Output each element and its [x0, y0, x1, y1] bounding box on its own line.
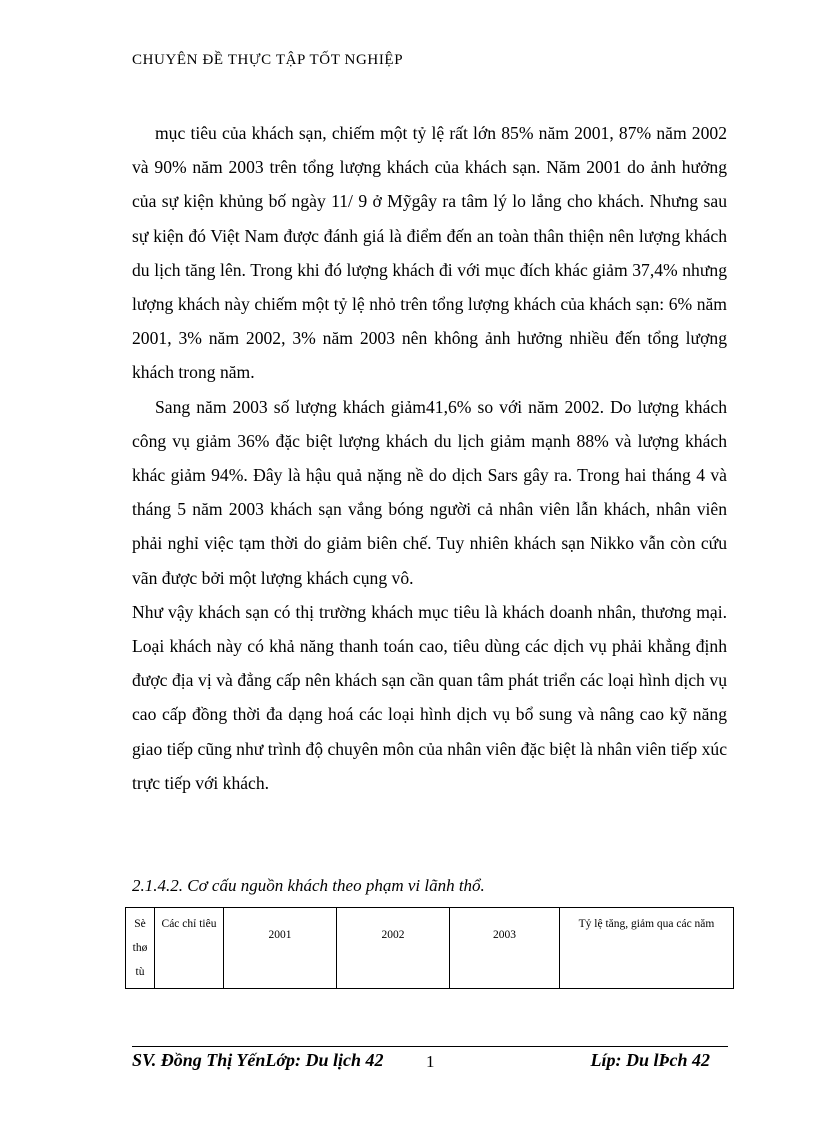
- table-header-cell: 2003: [450, 908, 560, 989]
- footer-divider: [132, 1046, 728, 1047]
- body-text: [132, 116, 727, 800]
- table-header-row: [126, 908, 734, 989]
- paragraph: Như vậy khách sạn có thị trường khách mục tiêu là khách doanh nhân, thương mại. Loại khách này có khả năng thanh toán cao, tiêu dùng các dịch vụ phải khẳng định được địa vị và đẳng cấp nên khách sạn cần quan tâm phát triển các loại hình dịch vụ cao cấp đồng thời đa dạng hoá các loại hình dịch vụ bổ sung và nâng cao kỹ năng giao tiếp cũng như trình độ chuyên môn của nhân viên đặc biệt là nhân viên tiếp xúc trực tiếp với khách.: [132, 601, 727, 793]
- page-number: 1: [426, 1052, 435, 1071]
- paragraph: Sang năm 2003 số lượng khách giảm41,6% so với năm 2002. Do lượng khách công vụ giảm 36% đặc biệt lượng khách du lịch giảm mạnh 88% và lượng khách khác giảm 94%. Đây là hậu quả nặng nề do dịch Sars gây ra. Trong hai tháng 4 và tháng 5 năm 2003 khách sạn vắng bóng người cả nhân viên lẫn khách, nhân viên phải nghỉ việc tạm thời do giảm biên chế. Tuy nhiên khách sạn Nikko vẫn còn cứu vãn được bởi một lượng khách cụng vô.: [132, 396, 727, 588]
- table-header-cell: Sè thø tù: [126, 908, 155, 989]
- section-heading: 2.1.4.2. Cơ cấu nguồn khách theo phạm vi lãnh thổ.: [132, 876, 485, 895]
- table-header-cell: Các chỉ tiêu: [155, 908, 224, 989]
- document-header: CHUYÊN ĐỀ THỰC TẬP TỐT NGHIỆP: [132, 52, 404, 68]
- table-header-cell: 2002: [337, 908, 450, 989]
- table-header-cell: 2001: [224, 908, 337, 989]
- paragraph: mục tiêu của khách sạn, chiếm một tỷ lệ rất lớn 85% năm 2001, 87% năm 2002 và 90% năm 2003 trên tổng lượng khách của khách sạn. Năm 2001 do ảnh hưởng của sự kiện khủng bố ngày 11/ 9 ở Mỹgây ra tâm lý lo lắng cho khách. Nhưng sau sự kiện đó Việt Nam được đánh giá là điểm đến an toàn thân thiện nên lượng khách du lịch tăng lên. Trong khi đó lượng khách đi với mục đích khác giảm 37,4% nhưng lượng khách này chiếm một tỷ lệ nhỏ trên tổng lượng khách của khách sạn: 6% năm 2001, 3% năm 2002, 3% năm 2003 nên không ảnh hưởng nhiều đến tổng lượng khách trong năm.: [132, 123, 727, 383]
- footer-class: Líp: Du lÞch 42: [590, 1050, 710, 1070]
- data-table: [125, 907, 734, 989]
- footer-author: SV. Đồng Thị YếnLớp: Du lịch 42: [132, 1050, 384, 1070]
- table-header-cell: Tỷ lệ tăng, giảm qua các năm: [560, 908, 734, 989]
